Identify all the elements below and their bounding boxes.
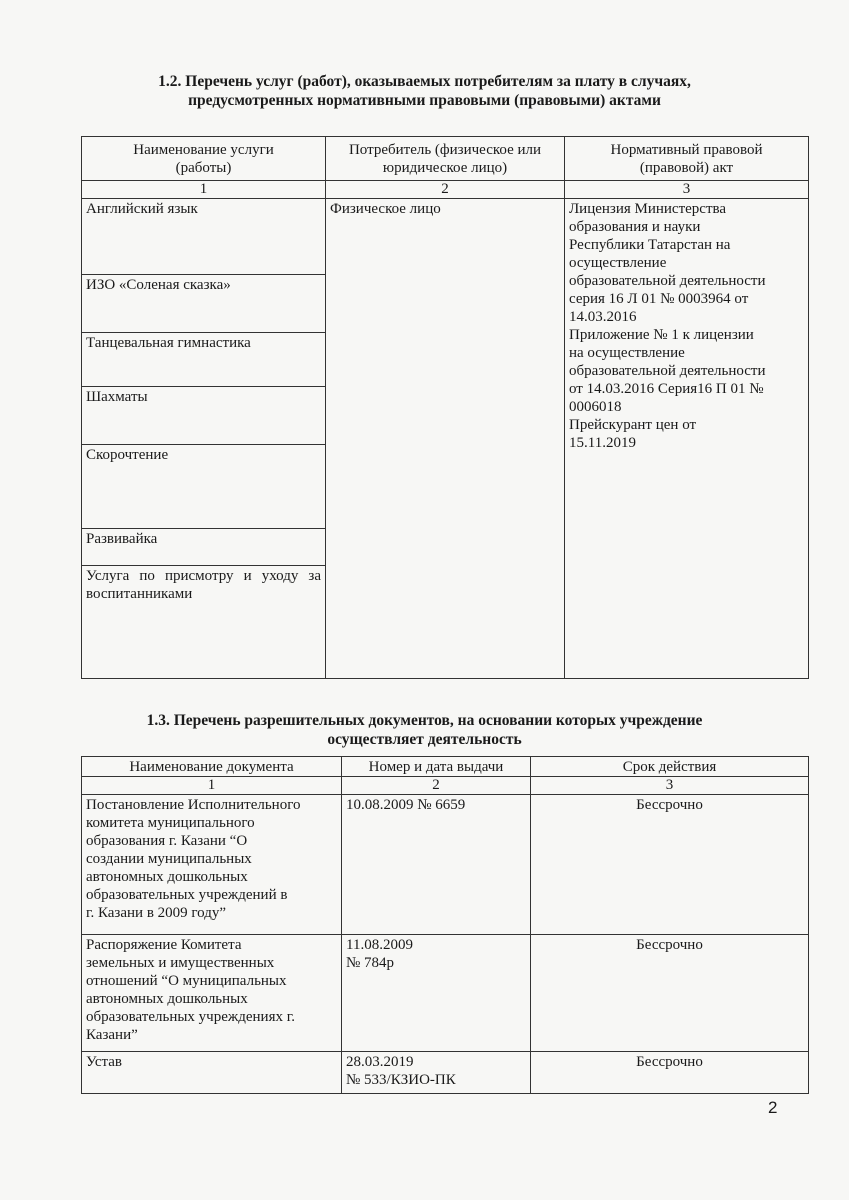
services-table-header	[82, 137, 809, 181]
column-number: 2	[342, 777, 531, 795]
document-validity: Бессрочно	[531, 795, 809, 935]
header-consumer: Потребитель (физическое или юридическое лицо)	[326, 137, 565, 181]
service-name: Скорочтение	[82, 445, 326, 529]
section-1-2-title-line2: предусмотренных нормативными правовыми (правовыми) актами	[188, 92, 661, 109]
header-document-name: Наименование документа	[82, 757, 342, 777]
table-row	[82, 1052, 809, 1094]
document-validity: Бессрочно	[531, 935, 809, 1052]
service-name: ИЗО «Соленая сказка»	[82, 275, 326, 333]
document-validity: Бессрочно	[531, 1052, 809, 1094]
service-name: Английский язык	[82, 199, 326, 275]
service-name: Услуга по присмотру и уходу за воспитанниками	[82, 566, 326, 679]
table-row	[82, 199, 809, 275]
section-1-3-title-line1: 1.3. Перечень разрешительных документов, на основании которых учреждение	[146, 712, 703, 729]
column-number: 2	[326, 181, 565, 199]
section-1-2-title-line1: 1.2. Перечень услуг (работ), оказываемых потребителям за плату в случаях,	[158, 73, 691, 90]
documents-table	[81, 756, 809, 1094]
document-number-date: 10.08.2009 № 6659	[342, 795, 531, 935]
page-number: 2	[768, 1098, 778, 1117]
service-name: Танцевальная гимнастика	[82, 333, 326, 387]
table-row	[82, 935, 809, 1052]
services-table-number-row	[82, 181, 809, 199]
header-number-date: Номер и дата выдачи	[342, 757, 531, 777]
consumer-cell: Физическое лицо	[326, 199, 565, 679]
services-table	[81, 136, 809, 679]
legal-act-cell: Лицензия Министерства образования и науки Республики Татарстан на осуществление образовательной деятельности серия 16 Л 01 № 0003964 от 14.03.2016 Приложение № 1 к лицензии на осуществление образовательной деятельности от 14.03.2016 Серия16 П 01 № 0006018 Прейскурант цен от 15.11.2019	[565, 199, 809, 679]
service-name: Развивайка	[82, 529, 326, 566]
documents-table-number-row	[82, 777, 809, 795]
header-validity: Срок действия	[531, 757, 809, 777]
documents-table-header	[82, 757, 809, 777]
header-legal-act: Нормативный правовой (правовой) акт	[565, 137, 809, 181]
section-1-3-title	[60, 711, 789, 749]
section-1-3-title-line2: осуществляет деятельность	[327, 731, 522, 748]
document-number-date: 28.03.2019 № 533/КЗИО-ПК	[342, 1052, 531, 1094]
column-number: 1	[82, 777, 342, 795]
column-number: 3	[531, 777, 809, 795]
header-service-name: Наименование услуги (работы)	[82, 137, 326, 181]
table-row	[82, 795, 809, 935]
service-name: Шахматы	[82, 387, 326, 445]
column-number: 3	[565, 181, 809, 199]
section-1-2-title	[60, 72, 789, 110]
column-number: 1	[82, 181, 326, 199]
document-name: Постановление Исполнительного комитета муниципального образования г. Казани “О создании муниципальных автономных дошкольных образовательных учреждений в г. Казани в 2009 году”	[82, 795, 342, 935]
document-name: Распоряжение Комитета земельных и имущественных отношений “О муниципальных автономных дошкольных образовательных учреждениях г. Казани”	[82, 935, 342, 1052]
document-name: Устав	[82, 1052, 342, 1094]
document-number-date: 11.08.2009 № 784р	[342, 935, 531, 1052]
